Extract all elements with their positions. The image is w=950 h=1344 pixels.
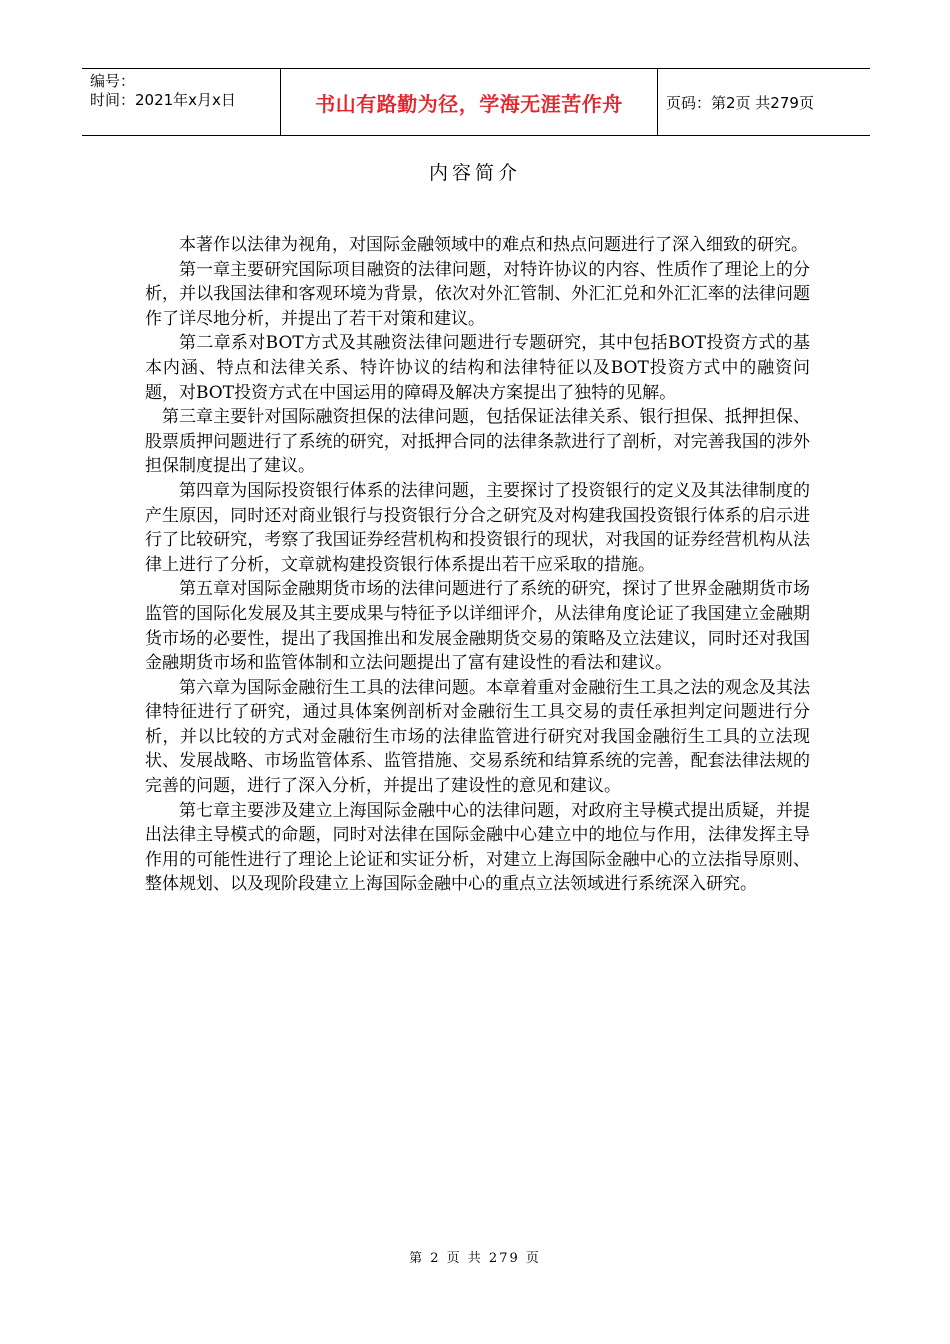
- paragraph: 第三章主要针对国际融资担保的法律问题，包括保证法律关系、银行担保、抵押担保、股票质押问题进行了系统的研究，对抵押合同的法律条款进行了剖析，对完善我国的涉外担保制度提出了建议。: [145, 407, 810, 477]
- header-meta: [82, 69, 281, 135]
- paragraph: 第四章为国际投资银行体系的法律问题，主要探讨了投资银行的定义及其法律制度的产生原因，同时还对商业银行与投资银行分合之研究及对构建我国投资银行体系的启示进行了比较研究，考察了我国证券经营机构和投资银行的现状，对我国的证券经营机构从法律上进行了分析，文章就构建投资银行体系提出若干应采取的措施。: [145, 480, 810, 575]
- header-motto: 书山有路勤为径，学海无涯苦作舟: [281, 69, 658, 135]
- body-text: [145, 233, 810, 897]
- paragraph: 第二章系对BOT方式及其融资法律问题进行专题研究，其中包括BOT投资方式的基本内涵、特点和法律关系、特许协议的结构和法律特征以及BOT投资方式中的融资问题，对BOT投资方式在中国运用的障碍及解决方案提出了独特的见解。: [145, 333, 810, 403]
- paragraph: 第七章主要涉及建立上海国际金融中心的法律问题，对政府主导模式提出质疑，并提出法律主导模式的命题，同时对法律在国际金融中心建立中的地位与作用，法律发挥主导作用的可能性进行了理论上论证和实证分析，对建立上海国际金融中心的立法指导原则、整体规划、以及现阶段建立上海国际金融中心的重点立法领域进行系统深入研究。: [145, 800, 810, 895]
- page-title: 内容简介: [428, 162, 521, 184]
- paragraph: 本著作以法律为视角，对国际金融领域中的难点和热点问题进行了深入细致的研究。: [179, 235, 808, 255]
- page-footer: 第 2 页 共 279 页: [409, 1251, 541, 1266]
- paragraph: 第一章主要研究国际项目融资的法律问题，对特许协议的内容、性质作了理论上的分析，并以我国法律和客观环境为背景，依次对外汇管制、外汇汇兑和外汇汇率的法律问题作了详尽地分析，并提出了若干对策和建议。: [145, 259, 810, 329]
- paragraph: 第五章对国际金融期货市场的法律问题进行了系统的研究，探讨了世界金融期货市场监管的国际化发展及其主要成果与特征予以详细评介，从法律角度论证了我国建立金融期货市场的必要性，提出了我国推出和发展金融期货交易的策略及立法建议，同时还对我国金融期货市场和监管体制和立法问题提出了富有建设性的看法和建议。: [145, 579, 810, 674]
- header-page-info: 页码：第2页 共279页: [666, 93, 814, 112]
- paragraph: 第六章为国际金融衍生工具的法律问题。本章着重对金融衍生工具之法的观念及其法律特征进行了研究，通过具体案例剖析对金融衍生工具交易的责任承担判定问题进行分析，并以比较的方式对金融衍生市场的法律监管进行研究对我国金融衍生工具的立法现状、发展战略、市场监管体系、监管措施、交易系统和结算系统的完善，配套法律法规的完善的问题，进行了深入分析，并提出了建设性的意见和建议。: [145, 677, 810, 797]
- number-label: 编号：: [90, 72, 136, 90]
- time-label: 时间：2021年x月x日: [90, 91, 236, 109]
- page-header: [82, 68, 870, 136]
